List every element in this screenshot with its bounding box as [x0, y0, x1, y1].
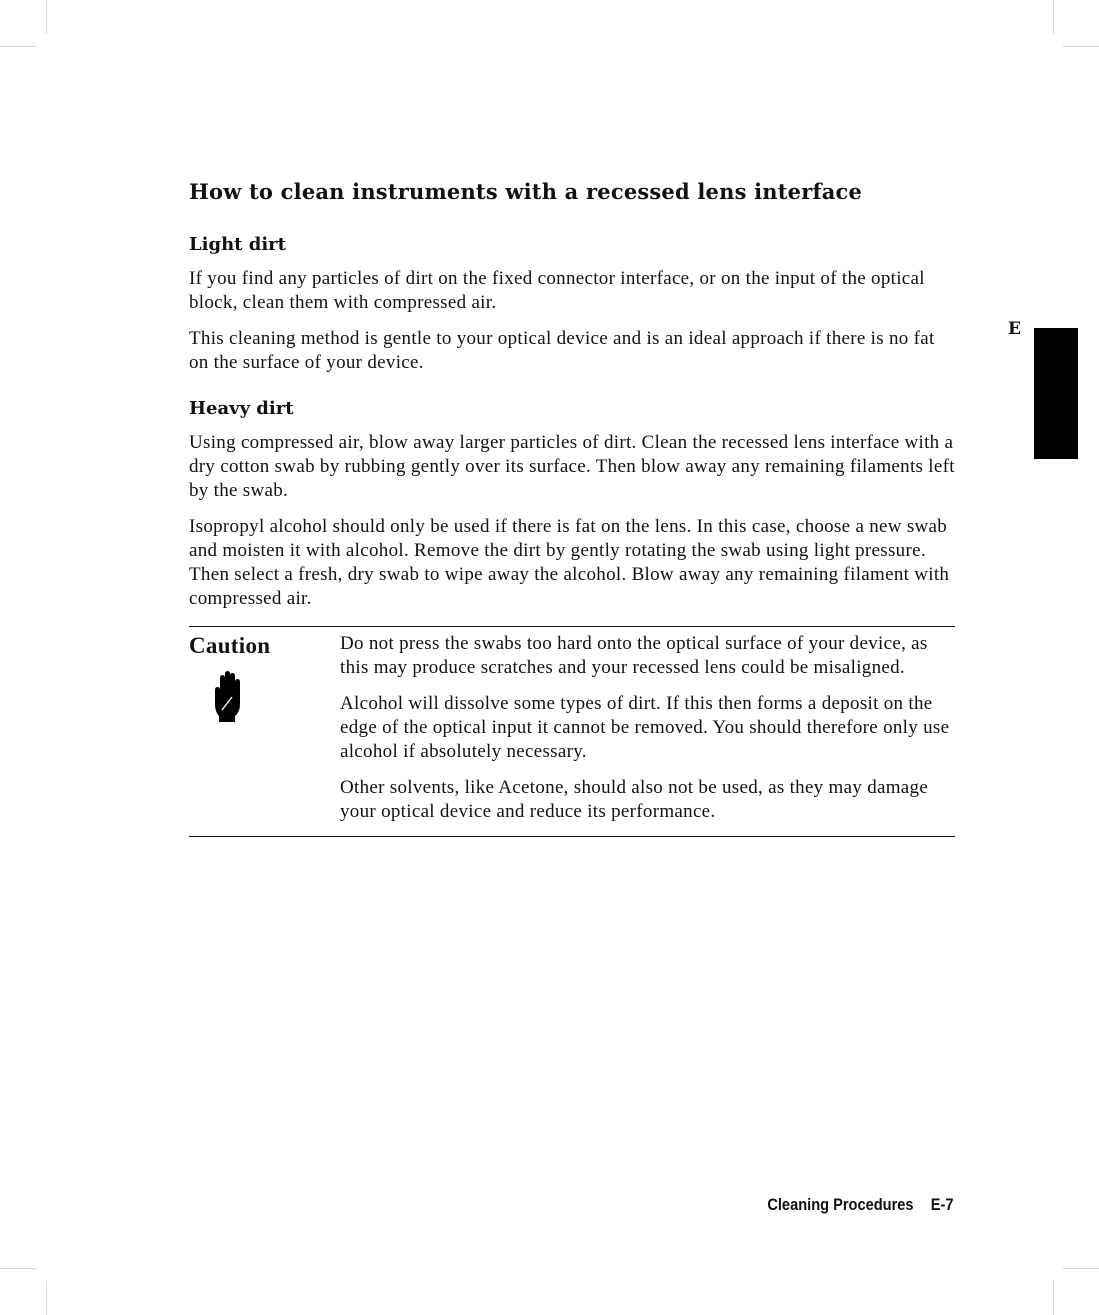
caution-label: Caution [189, 633, 271, 658]
caution-paragraph-2: Alcohol will dissolve some types of dirt. If this then forms a deposit on the edge of the optical input it cannot be removed. You should therefore only use alcohol if absolutely necessary. [340, 693, 950, 762]
page-content [189, 176, 957, 837]
caution-header [189, 632, 329, 722]
hand-icon [211, 670, 245, 722]
section-title: How to clean instruments with a recessed lens interface [189, 179, 863, 204]
page-footer [768, 1193, 954, 1217]
appendix-thumb-tab [1034, 328, 1078, 459]
heavy-dirt-paragraph-2: Isopropyl alcohol should only be used if there is fat on the lens. In this case, choose a new swab and moisten it with alcohol. Remove the dirt by gently rotating the swab using light pressure. Then select a fresh, dry swab to wipe away the alcohol. Blow away any remaining filament with compressed air. [189, 516, 950, 609]
heavy-dirt-heading: Heavy dirt [189, 398, 294, 419]
crop-mark [1053, 1281, 1054, 1315]
crop-mark [1063, 1268, 1099, 1269]
caution-paragraph-3: Other solvents, like Acetone, should also not be used, as they may damage your optical device and reduce its performance. [340, 777, 929, 822]
crop-mark [46, 1281, 47, 1315]
light-dirt-heading: Light dirt [189, 234, 286, 255]
caution-box [189, 626, 955, 837]
footer-page-number: E-7 [931, 1195, 954, 1214]
crop-mark [1063, 46, 1099, 47]
caution-body [340, 632, 955, 824]
light-dirt-paragraph-1: If you find any particles of dirt on the fixed connector interface, or on the input of the optical block, clean them with compressed air. [189, 268, 925, 313]
heavy-dirt-paragraph-1: Using compressed air, blow away larger particles of dirt. Clean the recessed lens interface with a dry cotton swab by rubbing gently over its surface. Then blow away any remaining filaments left by the swab. [189, 432, 955, 501]
crop-mark [0, 1268, 36, 1269]
crop-mark [46, 0, 47, 34]
light-dirt-paragraph-2: This cleaning method is gentle to your optical device and is an ideal approach if there is no fat on the surface of your device. [189, 328, 935, 373]
crop-mark [0, 46, 36, 47]
footer-chapter-title: Cleaning Procedures [767, 1195, 915, 1214]
caution-paragraph-1: Do not press the swabs too hard onto the optical surface of your device, as this may produce scratches and your recessed lens could be misaligned. [340, 633, 928, 678]
appendix-tab-letter: E [1008, 319, 1021, 339]
crop-mark [1053, 0, 1054, 34]
